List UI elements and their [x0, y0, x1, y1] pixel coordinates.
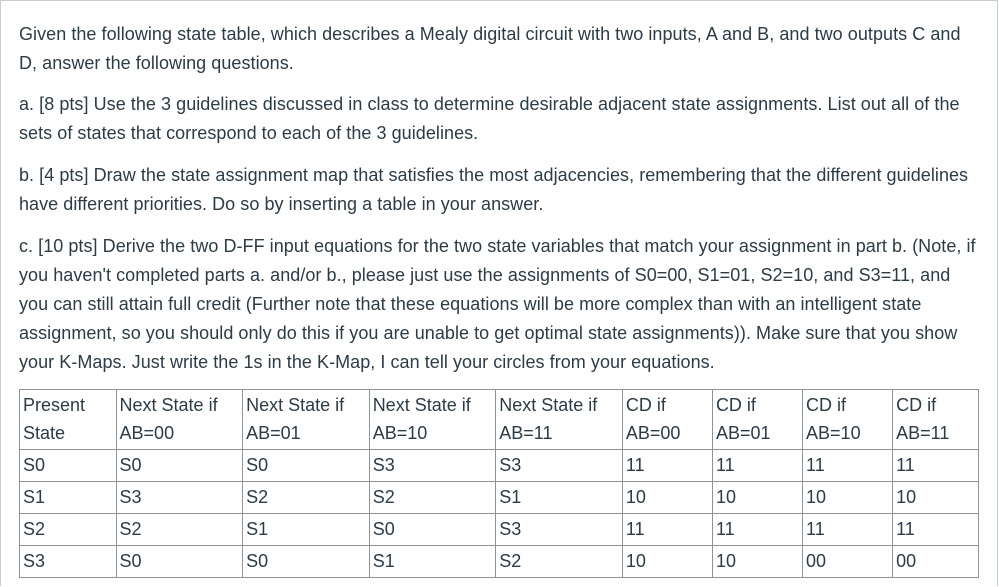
table-cell: 10 [893, 482, 979, 514]
header-cell [496, 390, 623, 450]
table-cell: 10 [622, 546, 712, 578]
table-cell: S0 [243, 450, 370, 482]
header-cell-line-2: AB=00 [625, 423, 681, 443]
table-cell: 10 [803, 482, 893, 514]
header-cell-line-2: AB=11 [896, 423, 950, 443]
table-cell: 11 [893, 450, 979, 482]
table-cell: 11 [622, 514, 712, 546]
header-cell-line-1: CD if [806, 395, 847, 415]
header-cell-line-2: AB=10 [806, 423, 861, 443]
header-cell-line-2: AB=01 [715, 423, 771, 443]
header-cell [893, 390, 979, 450]
table-row [20, 450, 979, 482]
table-cell: S1 [243, 514, 370, 546]
table-cell: 11 [712, 514, 802, 546]
table-cell: 10 [712, 546, 802, 578]
present-state-cell: S2 [20, 514, 117, 546]
table-cell: 00 [803, 546, 893, 578]
table-cell: S2 [369, 482, 496, 514]
header-cell-line-2: State [23, 423, 66, 443]
table-cell: 00 [893, 546, 979, 578]
table-cell: 11 [803, 514, 893, 546]
header-cell [622, 390, 712, 450]
state-table [19, 389, 979, 578]
table-cell: S0 [116, 546, 243, 578]
table-row [20, 514, 979, 546]
question-content [19, 20, 979, 578]
table-cell: S0 [116, 450, 243, 482]
table-cell: S3 [496, 450, 623, 482]
table-cell: S1 [369, 546, 496, 578]
table-cell: S2 [496, 546, 623, 578]
table-cell: S2 [116, 514, 243, 546]
present-state-cell: S3 [20, 546, 117, 578]
header-cell [369, 390, 496, 450]
table-cell: 10 [622, 482, 712, 514]
header-cell-line-1: Next State if [499, 395, 598, 415]
table-row [20, 482, 979, 514]
present-state-cell: S1 [20, 482, 117, 514]
table-cell: 11 [712, 450, 802, 482]
table-cell: 11 [893, 514, 979, 546]
header-cell-line-1: Next State if [246, 395, 345, 415]
table-cell: S1 [496, 482, 623, 514]
table-cell: S0 [369, 514, 496, 546]
state-table-header-row [20, 390, 979, 450]
table-cell: S3 [496, 514, 623, 546]
header-cell-line-1: Next State if [372, 395, 471, 415]
header-cell-line-2: AB=00 [119, 423, 175, 443]
table-row [20, 546, 979, 578]
table-cell: 11 [803, 450, 893, 482]
header-cell-line-2: AB=11 [499, 423, 553, 443]
header-cell [803, 390, 893, 450]
header-cell [712, 390, 802, 450]
header-cell-line-1: Next State if [119, 395, 218, 415]
table-cell: S3 [369, 450, 496, 482]
header-cell-line-1: CD if [625, 395, 666, 415]
header-cell [116, 390, 243, 450]
question-intro: Given the following state table, which describes a Mealy digital circuit with two inputs, A and B, and two outputs C and D, answer the following questions. [19, 24, 961, 73]
table-cell: S3 [116, 482, 243, 514]
header-cell [20, 390, 117, 450]
table-cell: 11 [622, 450, 712, 482]
header-cell-line-1: CD if [715, 395, 756, 415]
question-part-c: c. [10 pts] Derive the two D-FF input equations for the two state variables that match your assignment in part b. (Note, if you haven't completed parts a. and/or b., please just use the assignments of S0=00, S1=01, S2=10, and S3=11, and you can still attain full credit (Further note that these equations will be more complex than with an intelligent state assignment, so you should only do this if you are unable to get optimal state assignments)). Make sure that you show your K-Maps. Just write the 1s in the K-Map, I can tell your circles from your equations. [19, 236, 976, 372]
header-cell-line-2: AB=10 [372, 423, 428, 443]
question-part-b: b. [4 pts] Draw the state assignment map that satisfies the most adjacencies, remembering that the different guidelines have different priorities. Do so by inserting a table in your answer. [19, 165, 969, 214]
table-cell: 10 [712, 482, 802, 514]
question-part-a: a. [8 pts] Use the 3 guidelines discussed in class to determine desirable adjacent state assignments. List out all of the sets of states that correspond to each of the 3 guidelines. [19, 94, 960, 143]
header-cell [243, 390, 370, 450]
table-cell: S2 [243, 482, 370, 514]
table-cell: S0 [243, 546, 370, 578]
header-cell-line-1: Present [23, 395, 86, 415]
header-cell-line-2: AB=01 [246, 423, 301, 443]
header-cell-line-1: CD if [896, 395, 937, 415]
present-state-cell: S0 [20, 450, 117, 482]
